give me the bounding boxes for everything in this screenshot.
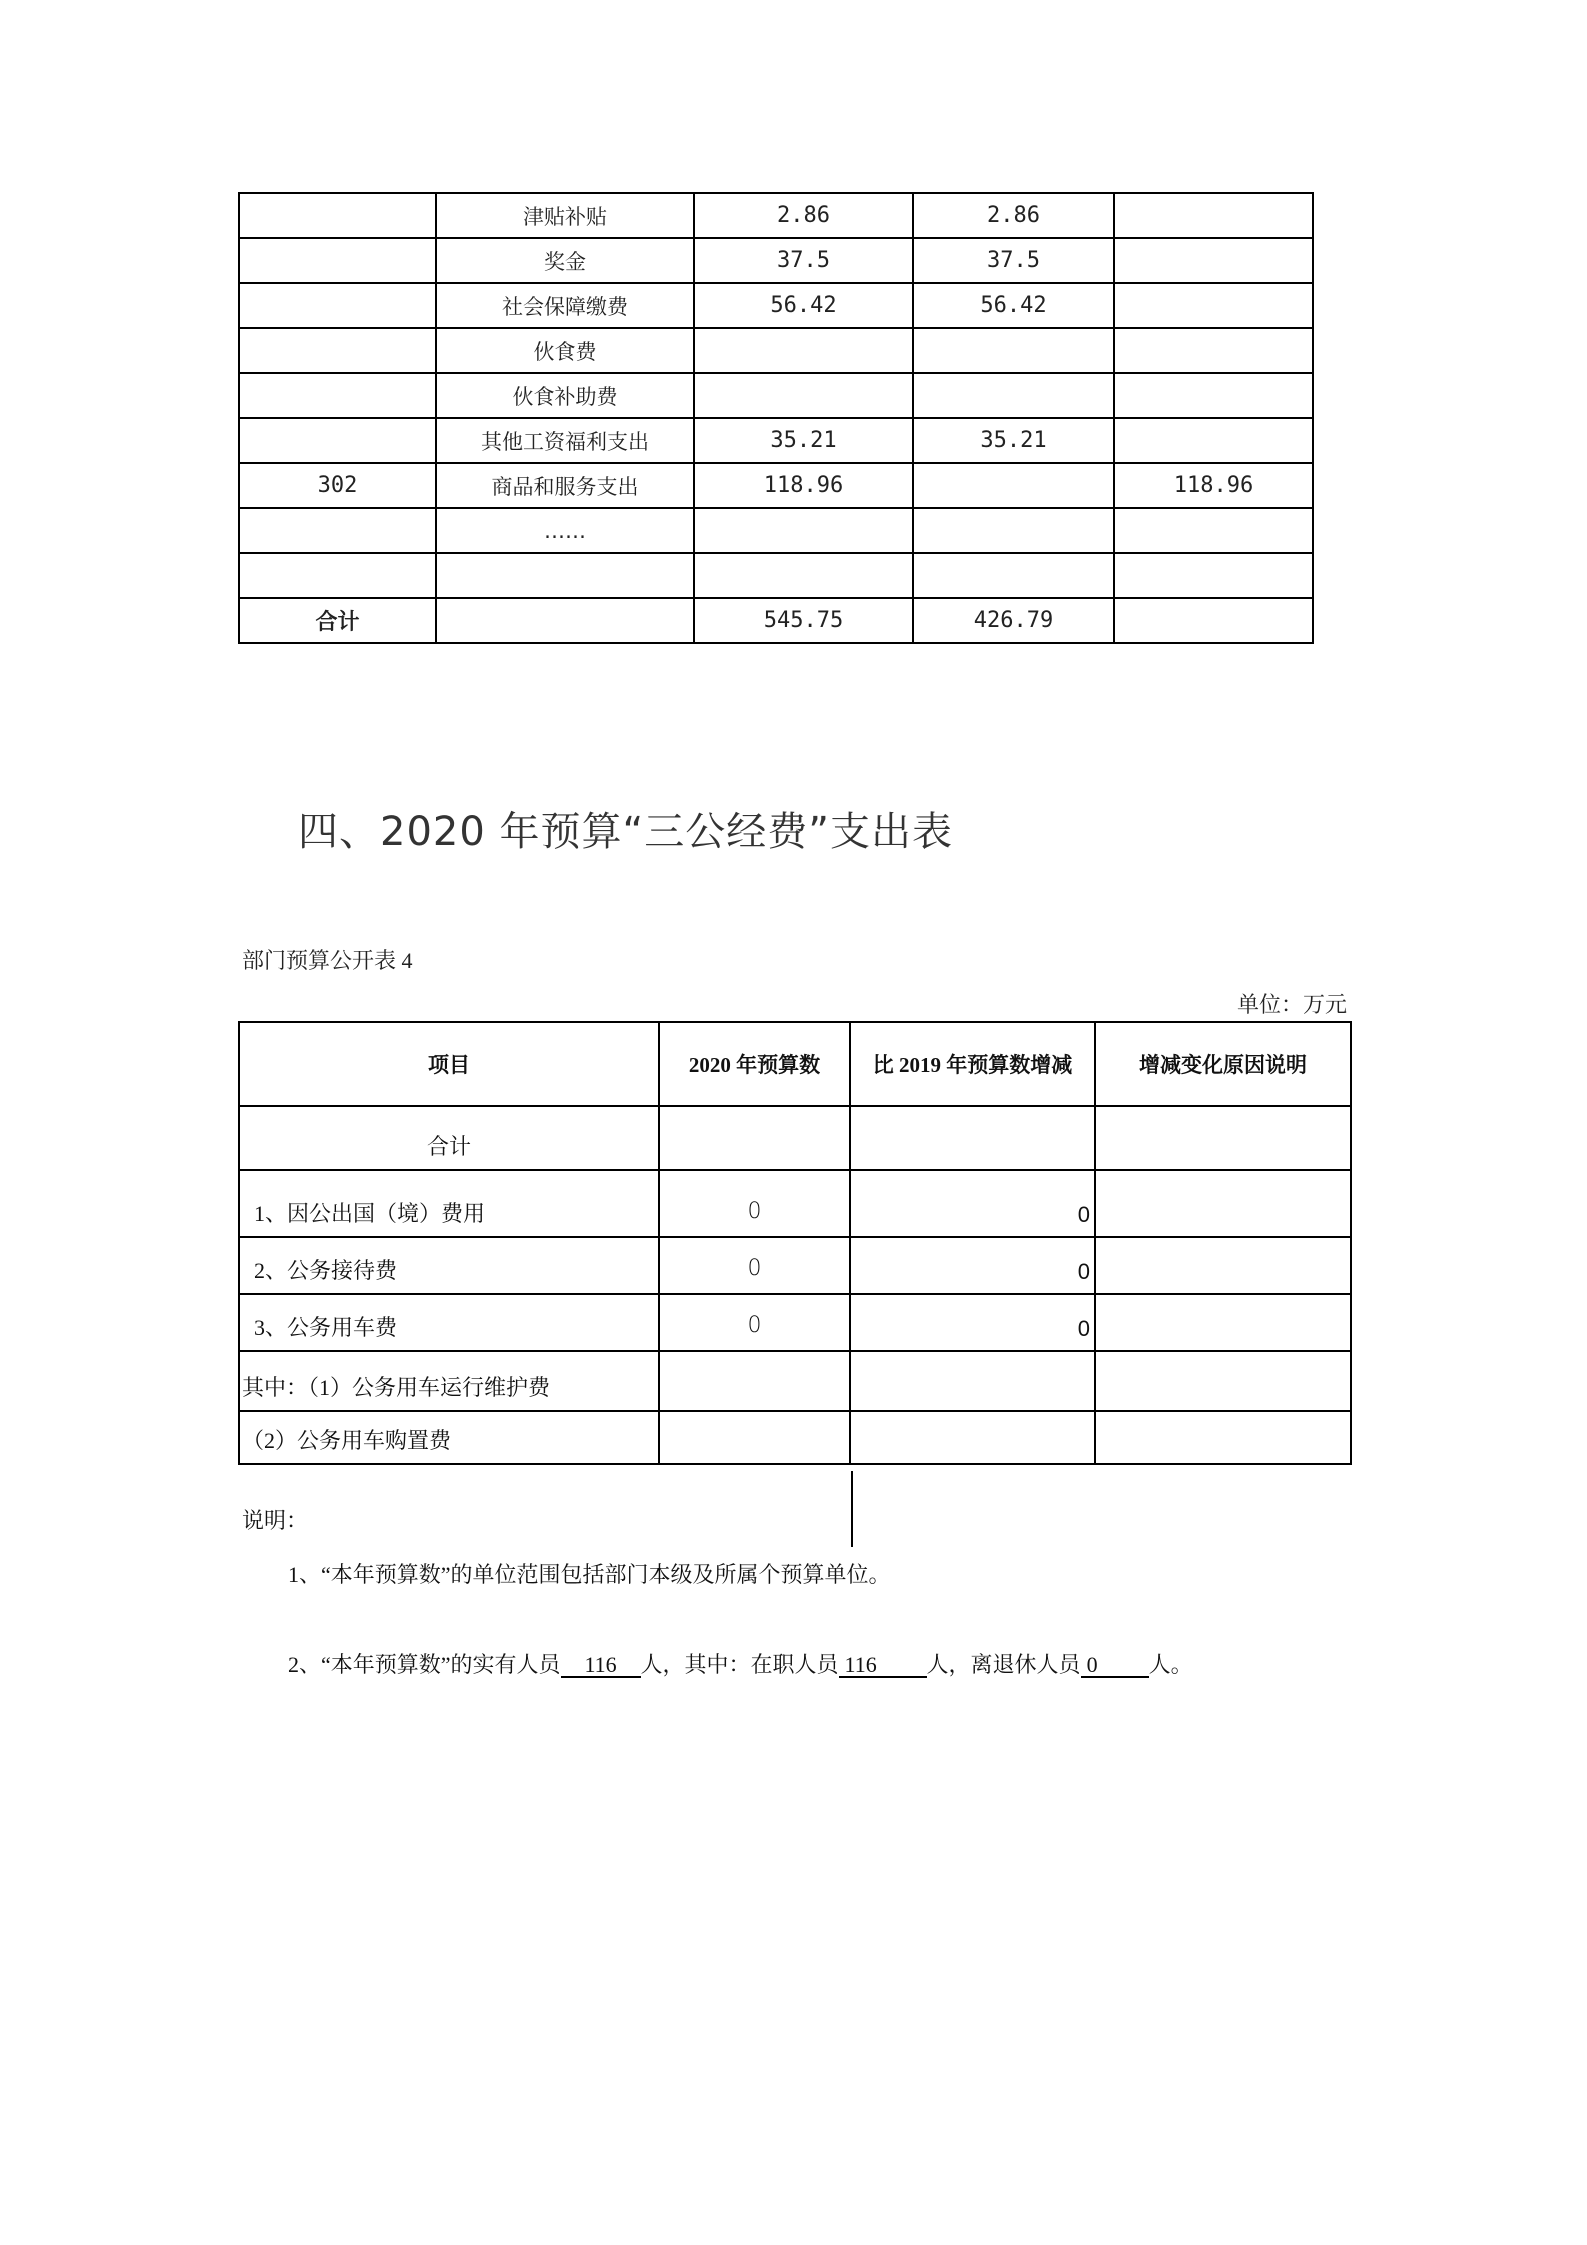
value-cell [1114, 418, 1313, 463]
value-cell [1114, 553, 1313, 598]
value-cell: 2.86 [913, 193, 1114, 238]
value-cell [1114, 193, 1313, 238]
name-cell [436, 553, 694, 598]
value-cell [1114, 373, 1313, 418]
unit-label: 单位：万元 [1236, 992, 1347, 1017]
total-row [239, 598, 1313, 643]
table-row [239, 1106, 1351, 1170]
retired-staff-value: 0 [1081, 1654, 1149, 1678]
value-cell [1114, 238, 1313, 283]
table-row [239, 463, 1313, 508]
note-text: 人，其中：在职人员 [640, 1652, 839, 1677]
table-row [239, 1170, 1351, 1237]
personnel-expense-table [238, 192, 1314, 644]
value-cell [694, 373, 913, 418]
divider-line [851, 1471, 853, 1547]
table-row [239, 553, 1313, 598]
note-text: 2、“本年预算数”的实有人员 [288, 1652, 561, 1677]
column-header: 项目 [239, 1022, 659, 1106]
budget-cell: 0 [659, 1237, 850, 1294]
change-cell: 0 [850, 1294, 1095, 1351]
value-cell: 56.42 [913, 283, 1114, 328]
note-line-1: 1、“本年预算数”的单位范围包括部门本级及所属个预算单位。 [288, 1562, 891, 1587]
item-cell: 1、因公出国（境）费用 [239, 1170, 659, 1237]
table-caption: 部门预算公开表 4 [242, 948, 413, 973]
table-row [239, 328, 1313, 373]
total-staff-value: 116 [561, 1654, 641, 1678]
code-cell [239, 193, 436, 238]
name-cell: 奖金 [436, 238, 694, 283]
name-cell: 津贴补贴 [436, 193, 694, 238]
reason-cell [1095, 1237, 1351, 1294]
value-cell [1114, 508, 1313, 553]
table-row [239, 283, 1313, 328]
table-row [239, 373, 1313, 418]
total-value: 426.79 [913, 598, 1114, 643]
notes-title: 说明： [242, 1508, 309, 1533]
change-cell: 0 [850, 1237, 1095, 1294]
code-cell [239, 238, 436, 283]
name-cell: 伙食费 [436, 328, 694, 373]
table-row [239, 1294, 1351, 1351]
code-cell [239, 373, 436, 418]
value-cell [1114, 283, 1313, 328]
value-cell [913, 508, 1114, 553]
code-cell [239, 328, 436, 373]
budget-cell: 0 [659, 1170, 850, 1237]
table-row [239, 238, 1313, 283]
value-cell: 37.5 [694, 238, 913, 283]
value-cell: 2.86 [694, 193, 913, 238]
change-cell: 0 [850, 1170, 1095, 1237]
name-cell: 其他工资福利支出 [436, 418, 694, 463]
value-cell [913, 373, 1114, 418]
table-header-row [239, 1022, 1351, 1106]
name-cell: 商品和服务支出 [436, 463, 694, 508]
column-header: 增减变化原因说明 [1095, 1022, 1351, 1106]
name-cell: …… [436, 508, 694, 553]
name-cell: 伙食补助费 [436, 373, 694, 418]
value-cell [694, 508, 913, 553]
note-text: 人。 [1148, 1652, 1193, 1677]
budget-cell [659, 1411, 850, 1464]
value-cell [913, 553, 1114, 598]
table-row [239, 418, 1313, 463]
value-cell [694, 328, 913, 373]
column-header: 比 2019 年预算数增减 [850, 1022, 1095, 1106]
column-header: 2020 年预算数 [659, 1022, 850, 1106]
value-cell [913, 463, 1114, 508]
item-cell: 其中：（1）公务用车运行维护费 [239, 1351, 659, 1411]
reason-cell [1095, 1170, 1351, 1237]
total-label: 合计 [239, 598, 436, 643]
reason-cell [1095, 1411, 1351, 1464]
value-cell [694, 553, 913, 598]
change-cell [850, 1106, 1095, 1170]
active-staff-value: 116 [839, 1654, 927, 1678]
table-row [239, 508, 1313, 553]
value-cell: 37.5 [913, 238, 1114, 283]
reason-cell [1095, 1351, 1351, 1411]
value-cell: 35.21 [694, 418, 913, 463]
total-value: 545.75 [694, 598, 913, 643]
code-cell: 302 [239, 463, 436, 508]
change-cell [850, 1351, 1095, 1411]
value-cell: 118.96 [1114, 463, 1313, 508]
section-heading: 四、2020 年预算“三公经费”支出表 [298, 809, 953, 855]
value-cell: 118.96 [694, 463, 913, 508]
budget-cell: 0 [659, 1294, 850, 1351]
name-cell [436, 598, 694, 643]
reason-cell [1095, 1106, 1351, 1170]
note-text: 人，离退休人员 [926, 1652, 1081, 1677]
three-public-expenses-table [238, 1021, 1352, 1465]
item-cell: 2、公务接待费 [239, 1237, 659, 1294]
code-cell [239, 508, 436, 553]
table-row [239, 1237, 1351, 1294]
total-value [1114, 598, 1313, 643]
table-row [239, 193, 1313, 238]
item-cell: （2）公务用车购置费 [239, 1411, 659, 1464]
code-cell [239, 553, 436, 598]
value-cell [913, 328, 1114, 373]
table-row [239, 1351, 1351, 1411]
name-cell: 社会保障缴费 [436, 283, 694, 328]
item-cell: 合计 [239, 1106, 659, 1170]
code-cell [239, 418, 436, 463]
item-cell: 3、公务用车费 [239, 1294, 659, 1351]
change-cell [850, 1411, 1095, 1464]
reason-cell [1095, 1294, 1351, 1351]
value-cell: 35.21 [913, 418, 1114, 463]
table-row [239, 1411, 1351, 1464]
code-cell [239, 283, 436, 328]
budget-cell [659, 1351, 850, 1411]
budget-cell [659, 1106, 850, 1170]
value-cell: 56.42 [694, 283, 913, 328]
note-line-2 [288, 1648, 1193, 1679]
value-cell [1114, 328, 1313, 373]
